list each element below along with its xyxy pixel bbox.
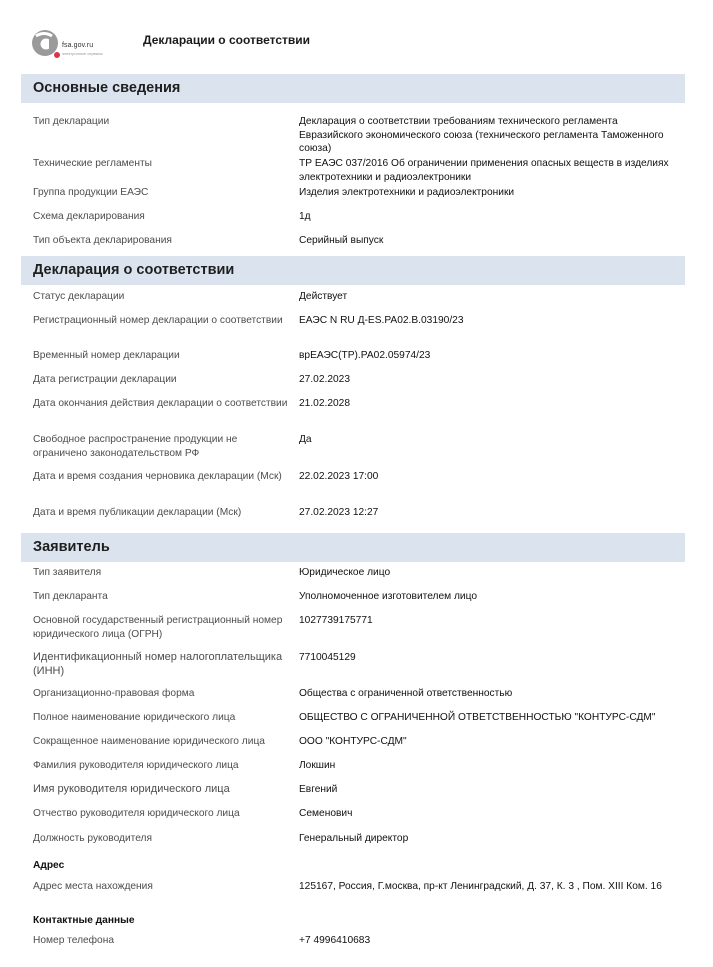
field-value: врЕАЭС(ТР).РА02.05974/23 bbox=[299, 350, 431, 361]
field-label: Группа продукции ЕАЭС bbox=[33, 187, 149, 198]
field-value: Общества с ограниченной ответственностью bbox=[299, 688, 513, 699]
field-value: Действует bbox=[299, 291, 348, 302]
field-value: 7710045129 bbox=[299, 652, 356, 663]
field-value: 22.02.2023 17:00 bbox=[299, 471, 379, 482]
field-value: Уполномоченное изготовителем лицо bbox=[299, 591, 478, 602]
field-label: Тип декларанта bbox=[33, 591, 108, 602]
field-label: Свободное распространение продукции не ограничено законодательством РФ bbox=[33, 434, 238, 459]
field-value: +7 4996410683 bbox=[299, 935, 371, 946]
field-value: Локшин bbox=[299, 760, 336, 771]
field-value: ОБЩЕСТВО С ОГРАНИЧЕННОЙ ОТВЕТСТВЕННОСТЬЮ "КОНТУРС-СДМ" bbox=[299, 712, 656, 723]
field-label: Схема декларирования bbox=[33, 211, 145, 222]
field-label: Дата окончания действия декларации о соответствии bbox=[33, 398, 288, 409]
page-header bbox=[0, 0, 713, 75]
field-label: Дата регистрации декларации bbox=[33, 374, 177, 385]
address-subheading: Адрес bbox=[33, 860, 65, 871]
field-label: Идентификационный номер налогоплательщика (ИНН) bbox=[33, 651, 283, 677]
field-value: Юридическое лицо bbox=[299, 567, 391, 578]
field-value: 21.02.2028 bbox=[299, 398, 350, 409]
field-value: ЕАЭС N RU Д-ES.РА02.В.03190/23 bbox=[299, 315, 464, 326]
field-value: Генеральный директор bbox=[299, 833, 409, 844]
logo-site-text: fsa.gov.ru bbox=[62, 42, 94, 49]
contacts-subheading: Контактные данные bbox=[33, 915, 135, 926]
field-label: Основной государственный регистрационный номер юридического лица (ОГРН) bbox=[33, 615, 283, 640]
field-label: Полное наименование юридического лица bbox=[33, 712, 236, 723]
field-value: Семенович bbox=[299, 808, 353, 819]
logo-subtitle: электронные сервисы bbox=[62, 51, 103, 56]
field-label: Отчество руководителя юридического лица bbox=[33, 808, 240, 819]
page-title: Декларации о соответствии bbox=[143, 33, 310, 47]
field-value: Да bbox=[299, 434, 312, 445]
field-value: Евгений bbox=[299, 784, 338, 795]
field-value: 27.02.2023 bbox=[299, 374, 350, 385]
section-header-basic: Основные сведения bbox=[21, 74, 685, 103]
field-value: 1027739175771 bbox=[299, 615, 373, 626]
field-value: Декларация о соответствии требованиям технического регламента Евразийского экономического союза (технического регламента Таможенного союза) bbox=[299, 116, 664, 154]
field-label: Адрес места нахождения bbox=[33, 881, 153, 892]
field-label: Дата и время создания черновика декларации (Мск) bbox=[33, 471, 282, 482]
field-label: Тип заявителя bbox=[33, 567, 102, 578]
field-label: Технические регламенты bbox=[33, 158, 152, 169]
field-label: Сокращенное наименование юридического лица bbox=[33, 736, 265, 747]
field-label: Номер телефона bbox=[33, 935, 115, 946]
field-value: Серийный выпуск bbox=[299, 235, 384, 246]
field-value: ТР ЕАЭС 037/2016 Об ограничении применения опасных веществ в изделиях электротехники и радиоэлектроники bbox=[299, 158, 669, 183]
field-value: 1д bbox=[299, 211, 311, 222]
fsa-logo[interactable] bbox=[30, 28, 130, 62]
field-label: Имя руководителя юридического лица bbox=[33, 783, 230, 795]
section-header-declaration: Декларация о соответствии bbox=[21, 256, 685, 285]
field-label: Статус декларации bbox=[33, 291, 125, 302]
field-label: Временный номер декларации bbox=[33, 350, 180, 361]
section-header-applicant: Заявитель bbox=[21, 533, 685, 562]
field-value: 27.02.2023 12:27 bbox=[299, 507, 379, 518]
field-value: 125167, Россия, Г.москва, пр-кт Ленинградский, Д. 37, К. 3 , Пом. XIII Ком. 16 bbox=[299, 881, 662, 892]
field-label: Должность руководителя bbox=[33, 833, 153, 844]
field-value: Изделия электротехники и радиоэлектроники bbox=[299, 187, 515, 198]
field-value: ООО "КОНТУРС-СДМ" bbox=[299, 736, 407, 747]
field-label: Дата и время публикации декларации (Мск) bbox=[33, 507, 242, 518]
field-label: Тип объекта декларирования bbox=[33, 235, 172, 246]
field-label: Регистрационный номер декларации о соответствии bbox=[33, 315, 283, 326]
fsa-logo-icon bbox=[30, 28, 60, 58]
field-label: Тип декларации bbox=[33, 116, 110, 127]
field-label: Организационно-правовая форма bbox=[33, 688, 195, 699]
field-label: Фамилия руководителя юридического лица bbox=[33, 760, 239, 771]
